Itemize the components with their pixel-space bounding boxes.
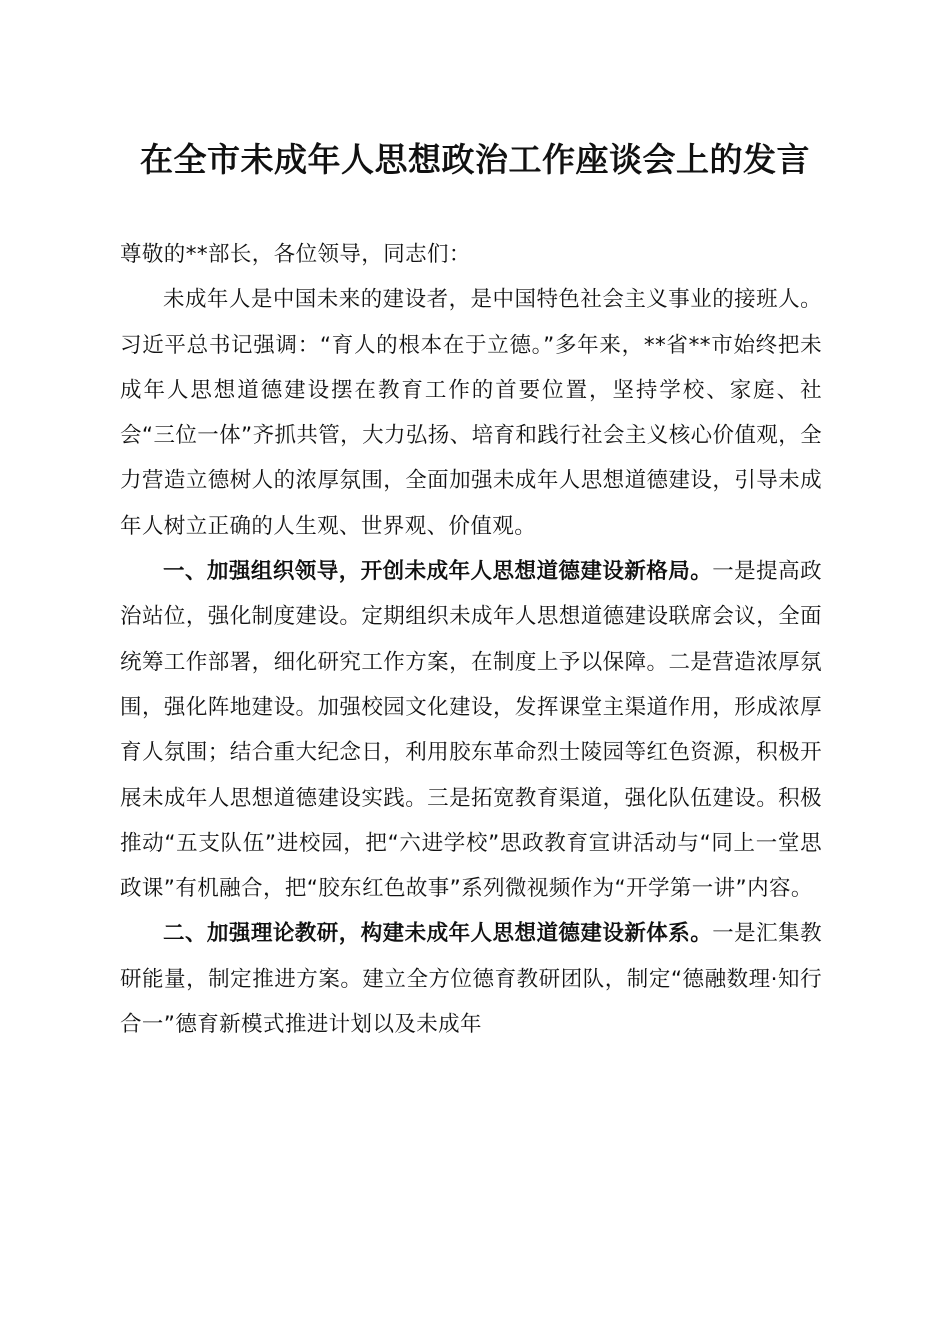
intro-paragraph: 未成年人是中国未来的建设者，是中国特色社会主义事业的接班人。习近平总书记强调：“育人的根本在于立德。”多年来，**省**市始终把未成年人思想道德建设摆在教育工作的首要位置，坚持学校、家庭、社会“三位一体”齐抓共管，大力弘扬、培育和践行社会主义核心价值观，全力营造立德树人的浓厚氛围，全面加强未成年人思想道德建设，引导未成年人树立正确的人生观、世界观、价值观。	[120, 287, 822, 539]
section-text-1: 一是提高政治站位，强化制度建设。定期组织未成年人思想道德建设联席会议，全面统筹工作部署，细化研究工作方案，在制度上予以保障。二是营造浓厚氛围，强化阵地建设。加强校园文化建设，发挥课堂主渠道作用，形成浓厚育人氛围；结合重大纪念日，利用胶东革命烈士陵园等红色资源，积极开展未成年人思想道德建设实践。三是拓宽教育渠道，强化队伍建设。积极推动“五支队伍”进校园，把“六进学校”思政教育宣讲活动与“同上一堂思政课”有机融合，把“胶东红色故事”系列微视频作为“开学第一讲”内容。	[120, 559, 822, 902]
greeting-line: 尊敬的**部长，各位领导，同志们：	[120, 242, 471, 267]
section-paragraph-1	[120, 549, 822, 911]
section-heading-2: 二、加强理论教研，构建未成年人思想道德建设新体系。	[163, 921, 713, 947]
document-body	[120, 232, 822, 1047]
document-title: 在全市未成年人思想政治工作座谈会上的发言	[140, 140, 810, 179]
section-paragraph-2	[120, 911, 822, 1047]
section-heading-1: 一、加强组织领导，开创未成年人思想道德建设新格局。	[163, 559, 713, 585]
section-text-2: 一是汇集教研能量，制定推进方案。建立全方位德育教研团队，制定“德融数理·知行合一”德育新模式推进计划以及未成年	[120, 921, 822, 1038]
